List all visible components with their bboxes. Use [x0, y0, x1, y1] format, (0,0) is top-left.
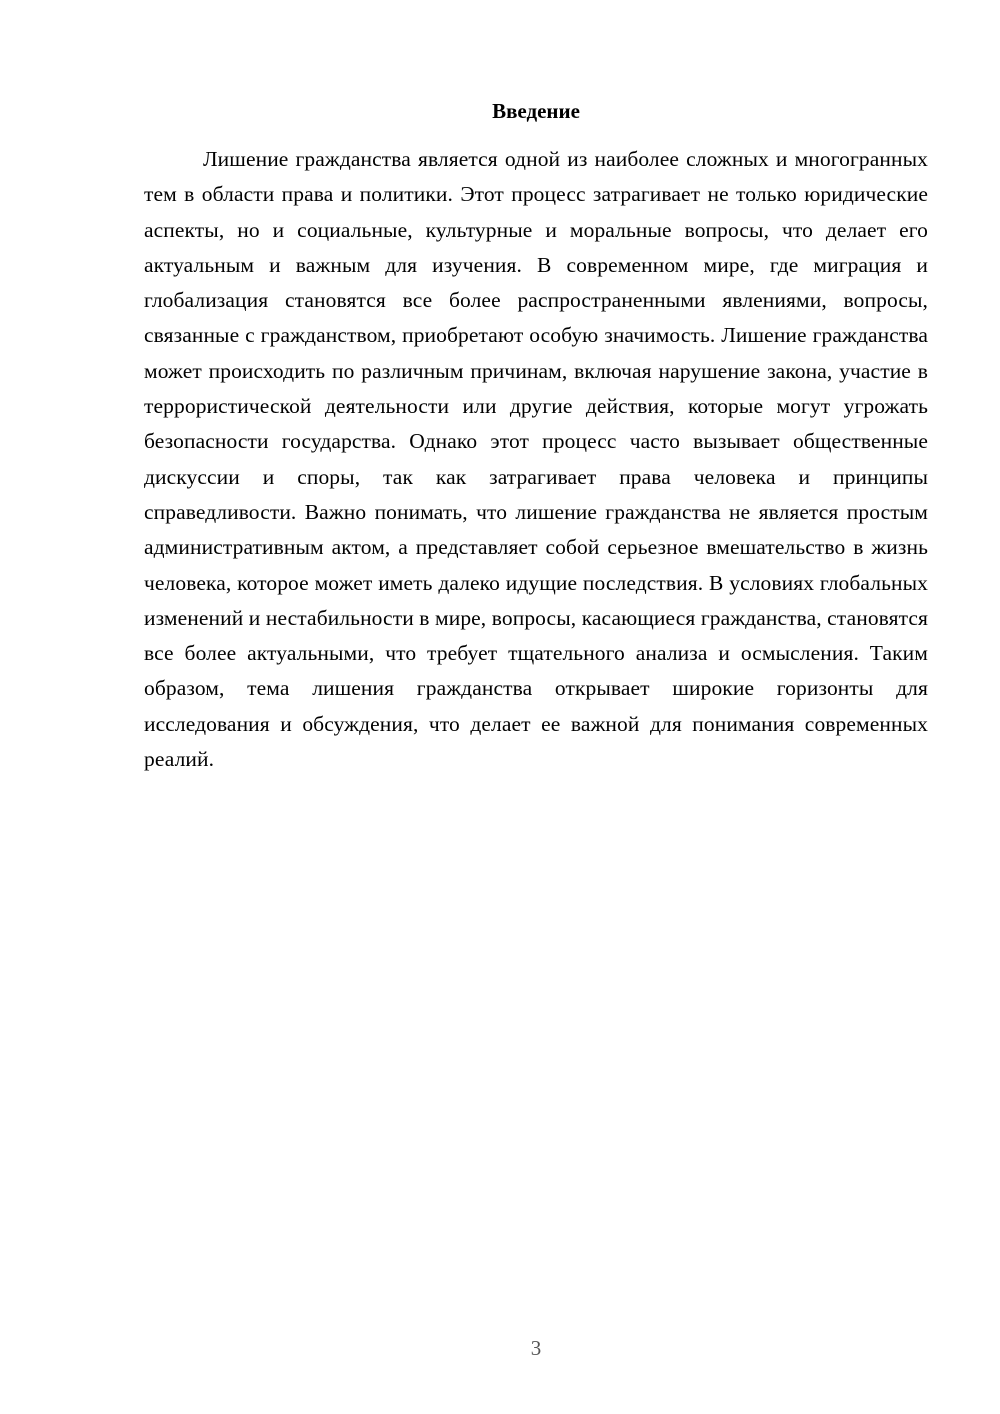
- section-heading: Введение: [492, 99, 580, 123]
- body-paragraph: Лишение гражданства является одной из наиболее сложных и многогранных тем в области права и политики. Этот процесс затрагивает не только юридические аспекты, но и социальные, культурные и моральные вопросы, что делает его актуальным и важным для изучения. В современном мире, где миграция и глобализация становятся все более распространенными явлениями, вопросы, связанные с гражданством, приобретают особую значимость. Лишение гражданства может происходить по различным причинам, включая нарушение закона, участие в террористической деятельности или другие действия, которые могут угрожать безопасности государства. Однако этот процесс часто вызывает общественные дискуссии и споры, так как затрагивает права человека и принципы справедливости. Важно понимать, что лишение гражданства не является простым административным актом, а представляет собой серьезное вмешательство в жизнь человека, которое может иметь далеко идущие последствия. В условиях глобальных изменений и нестабильности в мире, вопросы, касающиеся гражданства, становятся все более актуальными, что требует тщательного анализа и осмысления. Таким образом, тема лишения гражданства открывает широкие горизонты для исследования и обсуждения, что делает ее важной для понимания современных реалий.: [144, 147, 929, 772]
- page-number: 3: [530, 1336, 542, 1360]
